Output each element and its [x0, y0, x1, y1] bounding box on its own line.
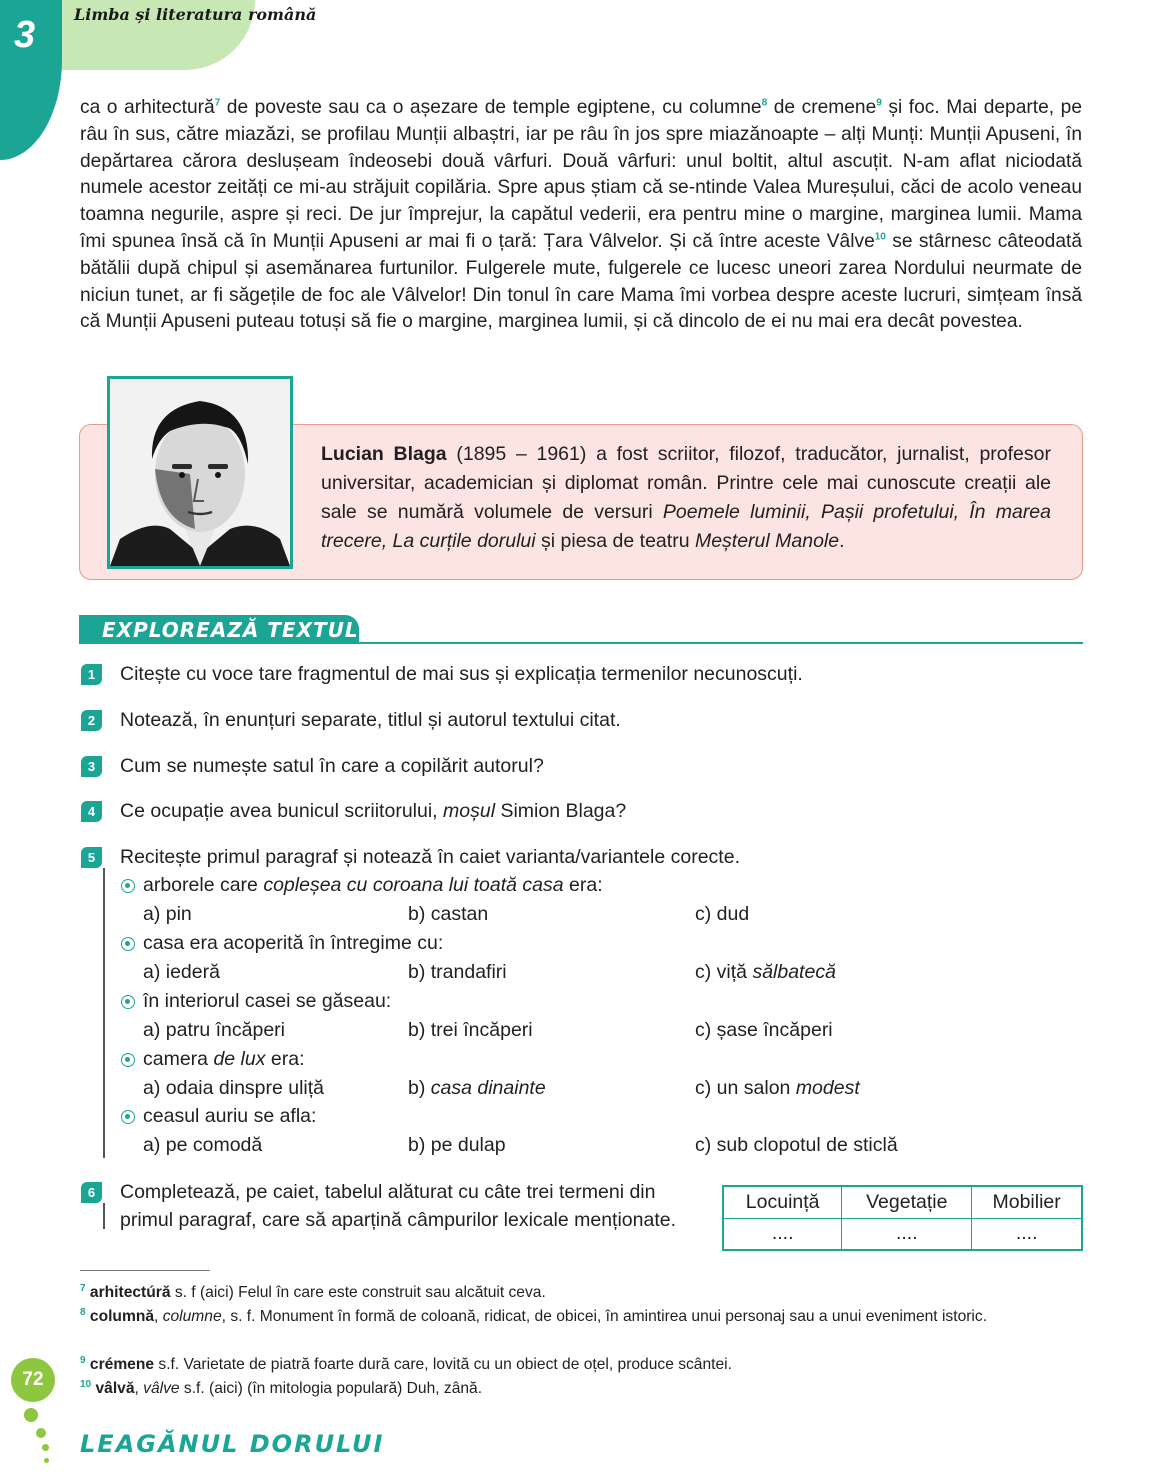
footnote-ref-7[interactable]: 7: [214, 97, 221, 109]
chapter-number: 3: [14, 14, 36, 56]
table-header: Vegetație: [842, 1186, 972, 1218]
poem-volumes: Poemele luminii, Pașii profetului, În marea trecere, La curțile dorului: [321, 501, 1051, 552]
play-title: Meșterul Manole: [694, 530, 840, 552]
option-b[interactable]: b) trandafiri: [408, 961, 507, 983]
bullet-icon: [121, 937, 135, 951]
sub-question-4: camera de lux era:: [143, 1048, 305, 1070]
bullet-icon: [121, 1053, 135, 1067]
question-3: Cum se numește satul în care a copilărit autorul?: [120, 755, 544, 777]
option-c[interactable]: c) sub clopotul de sticlă: [695, 1134, 898, 1156]
bullet-icon: [121, 995, 135, 1009]
bullet-icon: [121, 1110, 135, 1124]
table-header: Mobilier: [972, 1186, 1082, 1218]
sub-question-2: casa era acoperită în întregime cu:: [143, 932, 444, 954]
bullet-icon: [121, 879, 135, 893]
table-cell[interactable]: ....: [842, 1218, 972, 1250]
footnote-10: $^{10}$ vâlvă, vâlve s.f. (aici) (în mitologia populară) Duh, zână.: [80, 1378, 483, 1397]
text-fragment: ca o arhitectură$^7$ de poveste sau ca o așezare de temple egiptene, cu columne$^8$ de cremene$^9$ și foc. Mai departe, pe râu în sus, către miazăzi, se profilau Munții albaștri, iar pe râu în jos spre miazănoapte – alți Munți: Munții Apuseni, în depărtarea cărora deslușeam îndeosebi două vârfuri. Două vârfuri: unul boltit, altul ascuțit. N-am aflat niciodată numele acestor zeități ce mi-au străjuit copilăria. Spre apus știam că se-ntinde Valea Mureșului, căci de acolo veneau toamna negurile, aspre și reci. De jur împrejur, la capătul vederii, era pentru mine o margine, marginea lumii. Mama îmi spunea însă că în Munții Apuseni ar mai fi o țară: Țara Vâlvelor. Și că între aceste Vâlve$^{10}$ se stârnesc câteodată bătălii după chipul și asemănarea furtunilor. Fulgerele mute, fulgerele ce lucesc uneori zarea Nordului neurmate de niciun tunet, ar fi săgețile de foc ale Vâlvelor! Din tonul în care Mama îmi vorbea despre aceste lucruri, simțeam însă că Munții Apuseni puteau totuși să fie o margine, marginea lumii, și că dincolo de ei nu mai era decât povestea.: [80, 97, 1083, 333]
question-6-line-2: primul paragraf, care să aparțină câmpurilor lexicale menționate.: [120, 1209, 677, 1231]
question-number-5: 5: [81, 847, 102, 868]
sub-question-5: ceasul auriu se afla:: [143, 1105, 317, 1127]
subject-title: Limba și literatura română: [74, 5, 317, 24]
table-cell[interactable]: ....: [972, 1218, 1082, 1250]
question-number-1: 1: [81, 664, 102, 685]
question-5-bar: [103, 868, 105, 1158]
footnote-ref-9[interactable]: 9: [876, 97, 882, 109]
section-title: EXPLOREAZĂ TEXTUL!: [102, 618, 369, 642]
decor-dot: [42, 1444, 49, 1451]
decor-dot: [44, 1458, 49, 1463]
option-a[interactable]: a) odaia dinspre uliță: [143, 1077, 325, 1099]
decor-dot: [36, 1428, 46, 1438]
option-b[interactable]: b) casa dinainte: [408, 1077, 546, 1099]
decor-dot: [24, 1408, 38, 1422]
option-a[interactable]: a) pin: [143, 903, 192, 925]
sub-question-3: în interiorul casei se găseau:: [143, 990, 392, 1012]
footnote-ref-10[interactable]: 10: [874, 231, 886, 243]
option-c[interactable]: c) șase încăperi: [695, 1019, 833, 1041]
lexical-fields-table: [722, 1185, 1083, 1251]
option-a[interactable]: a) pe comodă: [143, 1134, 263, 1156]
option-c[interactable]: c) un salon modest: [695, 1077, 860, 1099]
footnote-ref-8[interactable]: 8: [761, 97, 768, 109]
option-a[interactable]: a) iederă: [143, 961, 220, 983]
question-number-3: 3: [81, 756, 102, 777]
author-name: Lucian Blaga: [321, 443, 447, 465]
section-divider: [79, 642, 1083, 644]
table-header: Locuință: [723, 1186, 842, 1218]
option-b[interactable]: b) trei încăperi: [408, 1019, 533, 1041]
page-number: 72: [11, 1358, 55, 1402]
question-5: Recitește primul paragraf și notează în caiet varianta/variantele corecte.: [120, 846, 740, 868]
table-cell[interactable]: ....: [723, 1218, 842, 1250]
footnote-7: $^7$ arhitectúră s. f (aici) Felul în care este construit sau alcătuit ceva.: [80, 1282, 546, 1301]
author-bio-text: Lucian Blaga (1895 – 1961) a fost scriitor, filozof, traducător, jurnalist, profesor universitar, academician și diplomat român. Printre cele mai cunoscute creații ale sale se numără volumele de versuri Poemele luminii, Pașii profetului, În marea trecere, La curțile dorului și piesa de teatru Meșterul Manole.: [321, 443, 1051, 552]
question-4: Ce ocupație avea bunicul scriitorului, moșul Simion Blaga?: [120, 800, 627, 822]
question-number-2: 2: [81, 710, 102, 731]
question-6-bar: [103, 1203, 105, 1229]
question-1: Citește cu voce tare fragmentul de mai sus și explicația termenilor necunoscuți.: [120, 663, 803, 685]
option-b[interactable]: b) castan: [408, 903, 489, 925]
footnote-divider: [80, 1270, 210, 1271]
footnote-9: $^9$ crémene s.f. Varietate de piatră foarte dură care, lovită cu un obiect de oțel, produce scântei.: [80, 1354, 732, 1373]
author-portrait: [107, 376, 293, 569]
option-c[interactable]: c) viță sălbatecă: [695, 961, 836, 983]
question-number-6: 6: [81, 1182, 102, 1203]
question-6-line-1: Completează, pe caiet, tabelul alăturat cu câte trei termeni din: [120, 1181, 656, 1203]
option-a[interactable]: a) patru încăperi: [143, 1019, 285, 1041]
footer-title: LEAGĂNUL DORULUI: [80, 1430, 385, 1458]
sub-question-1: arborele care copleșea cu coroana lui toată casa era:: [143, 874, 603, 896]
footnote-8: $^8$ columnă, columne, s. f. Monument în formă de coloană, ridicat, de obicei, în amintirea unui personaj sau a unui eveniment istoric.: [80, 1306, 988, 1325]
question-number-4: 4: [81, 801, 102, 822]
question-2: Notează, în enunțuri separate, titlul și autorul textului citat.: [120, 709, 621, 731]
portrait-image: [110, 379, 290, 566]
option-b[interactable]: b) pe dulap: [408, 1134, 506, 1156]
option-c[interactable]: c) dud: [695, 903, 750, 925]
